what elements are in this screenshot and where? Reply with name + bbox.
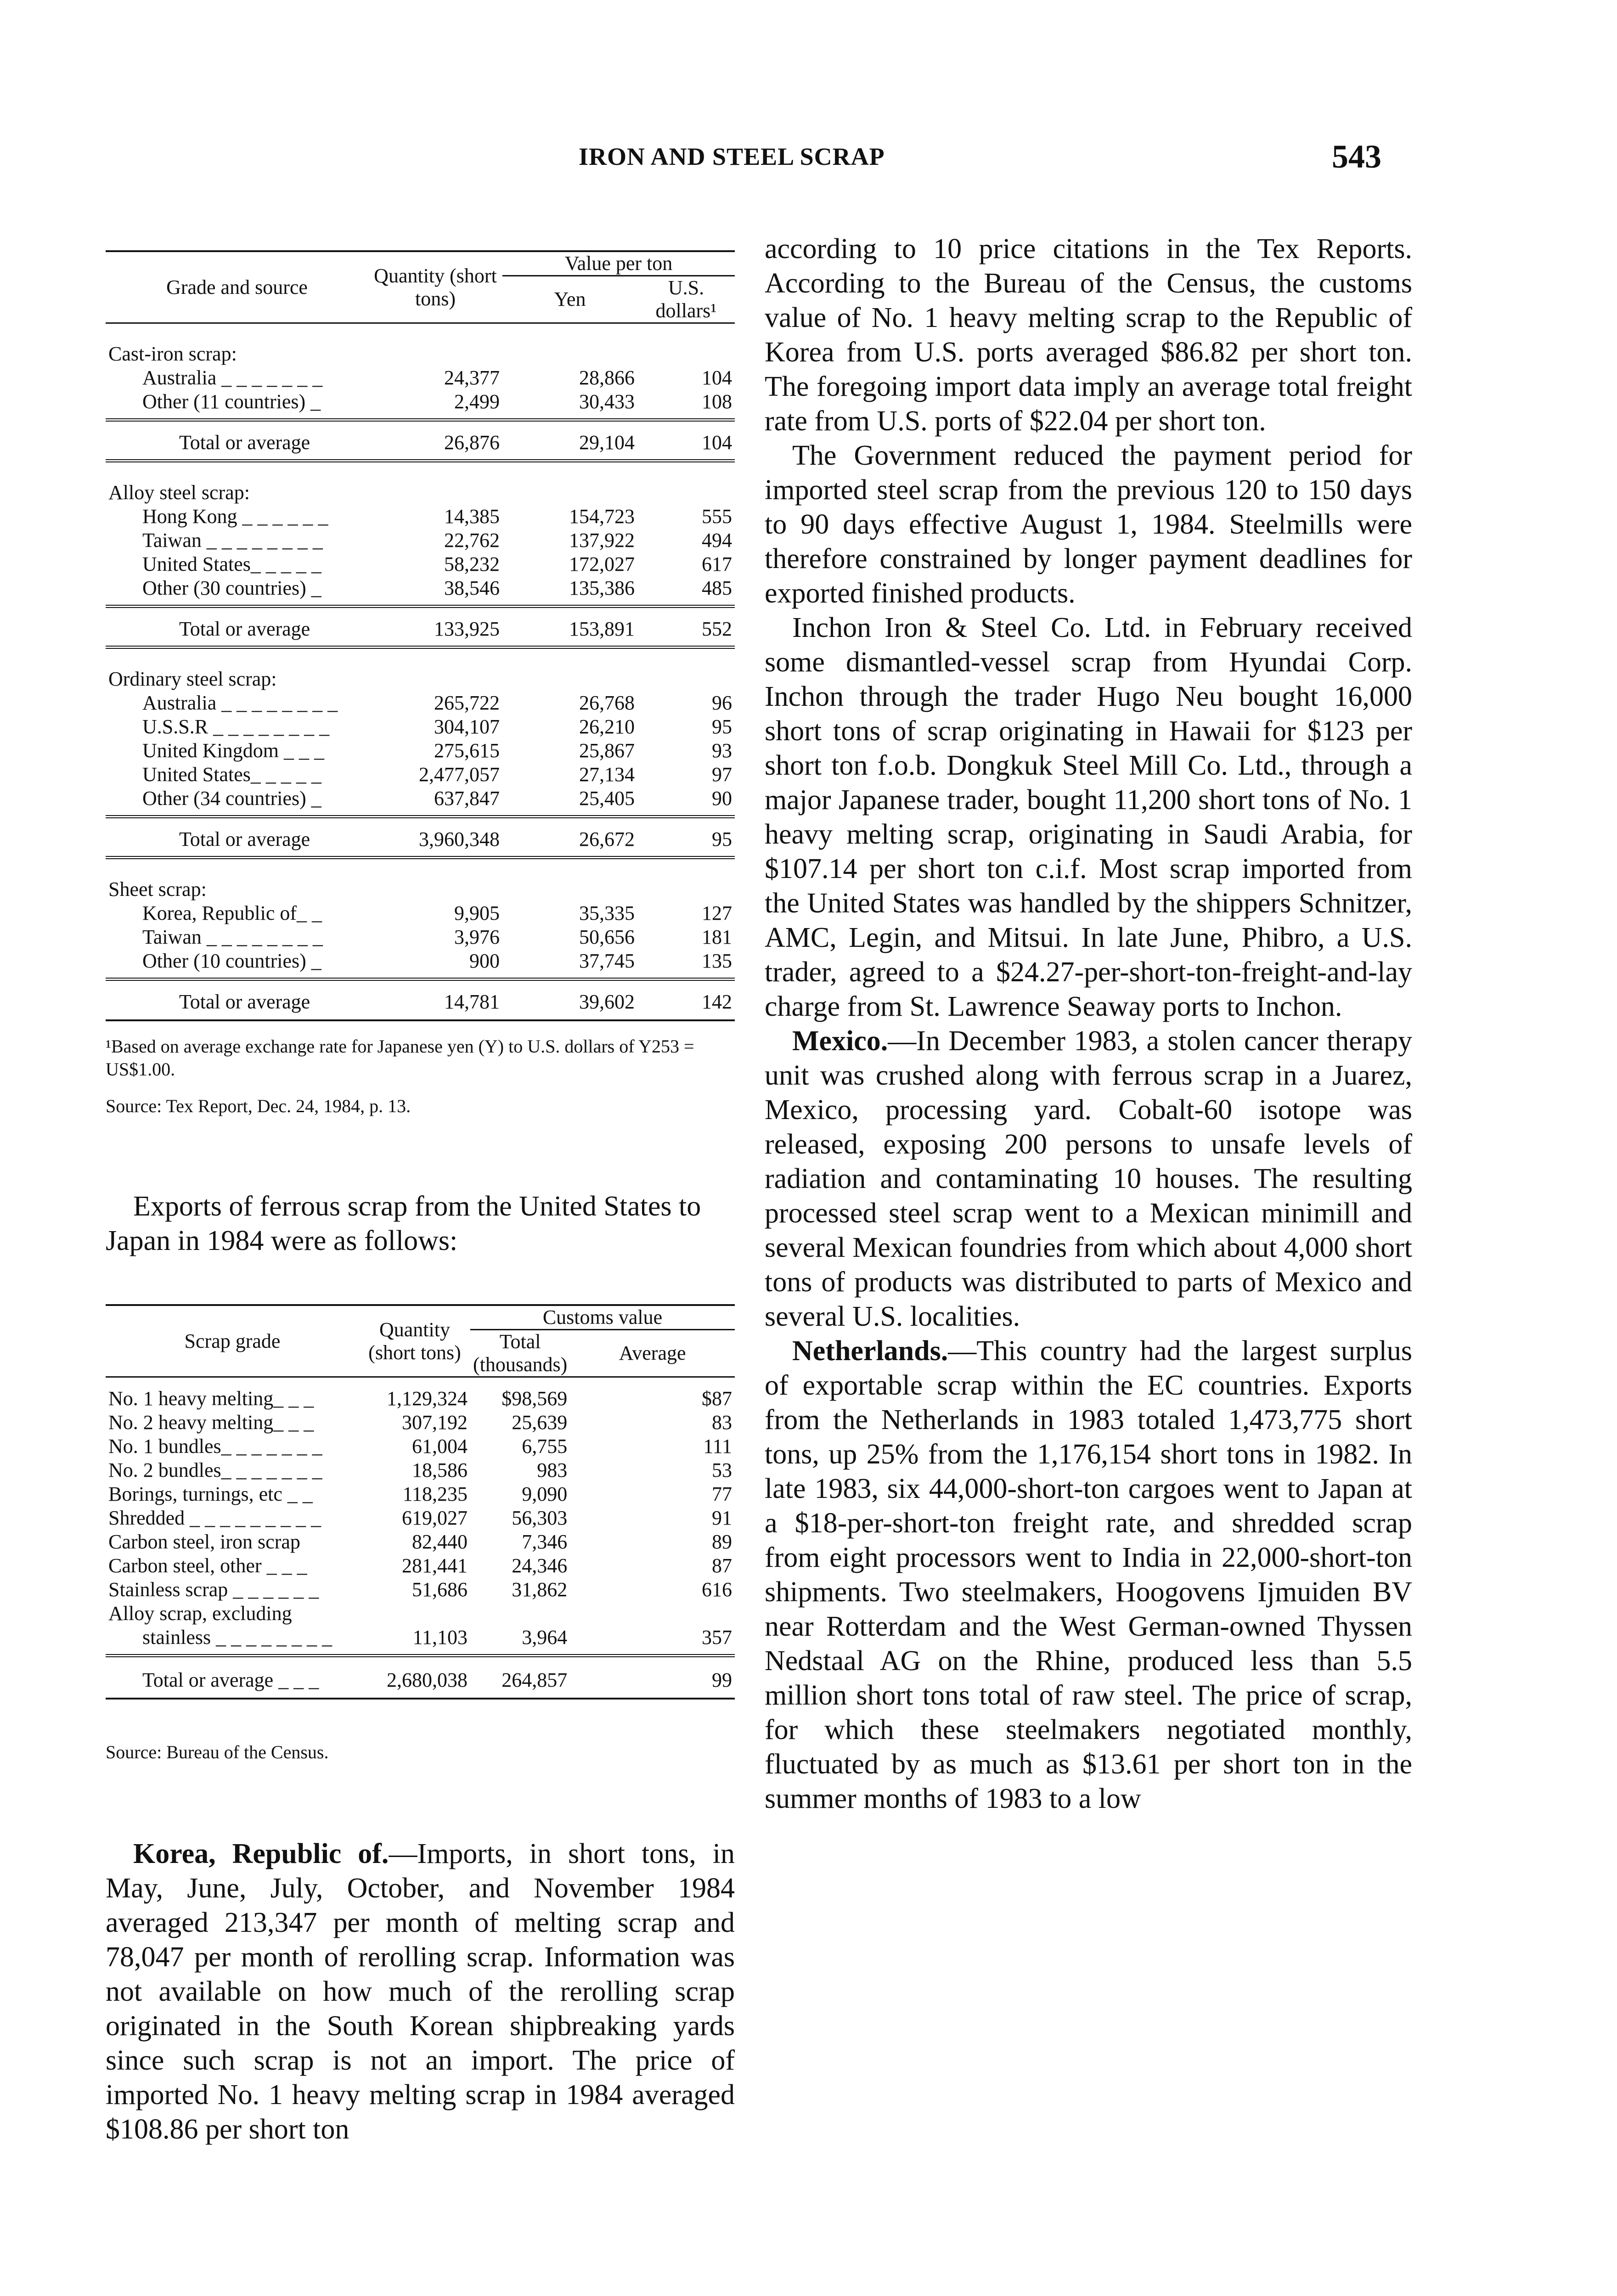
table-row: No. 2 bundles_ _ _ _ _ _ _ 18,586 983 53 (108, 1459, 732, 1481)
col-header-quantity: Quantity (short tons) (368, 1318, 461, 1364)
running-header: IRON AND STEEL SCRAP (579, 143, 885, 170)
col-header-total: Total (thousands) (473, 1330, 568, 1376)
table-row: Hong Kong _ _ _ _ _ _ 14,385 154,723 555 (142, 505, 732, 528)
table-row: Other (11 countries) _ 2,499 30,433 108 (106, 390, 735, 420)
col-header-scrap-grade: Scrap grade (184, 1329, 281, 1352)
table-row: United States_ _ _ _ _ 58,232 172,027 617 (142, 553, 732, 575)
table-row: Taiwan _ _ _ _ _ _ _ _ 22,762 137,922 494 (142, 529, 732, 551)
paragraph: Inchon Iron & Steel Co. Ltd. in February received some dismantled-vessel scrap from Hyundai Corp. Inchon through the trader Hugo Neu bought 16,000 short tons of scrap originating in Hawaii for $123 per short ton f.o.b. Dongkuk Steel Mill Co. Ltd., through a major Japanese trader, bought 11,200 short tons of No. 1 heavy melting scrap, originating in Saudi Arabia, for $107.14 per short ton c.i.f. Most scrap imported from the United States was handled by the shippers Schnitzer, AMC, Legin, and Mitsui. In late June, Phibro, a U.S. trader, agreed to a $24.27-per-short-ton-freight-and-lay charge from St. Lawrence Seaway ports to Inchon. (765, 612, 1412, 1022)
table-row: Shredded _ _ _ _ _ _ _ _ _ 619,027 56,303 91 (108, 1507, 732, 1529)
table-row: Borings, turnings, etc _ _ 118,235 9,090 77 (108, 1483, 732, 1505)
total-row: Total or average 14,781 39,602 142 (106, 979, 735, 1021)
group-title: Alloy steel scrap: (108, 481, 250, 504)
table-row: No. 1 bundles_ _ _ _ _ _ _ 61,004 6,755 111 (108, 1435, 732, 1458)
netherlands-section (765, 1334, 1412, 1816)
table-row: No. 1 heavy melting_ _ _ 1,129,324 $98,569 $87 (108, 1387, 732, 1410)
col-header-customs: Customs value (470, 1305, 735, 1330)
mexico-text: —In December 1983, a stolen cancer therapy unit was crushed along with ferrous scrap in a Juarez, Mexico, processing yard. Cobalt-60 isotope was released, exposing 200 persons to unsafe levels of radiation and contaminating 10 houses. The resulting processed steel scrap went to a Mexican minimill and several Mexican foundries from which about 4,000 short tons of products was distributed to parts of Mexico and several U.S. localities. (765, 1025, 1412, 1332)
korea-heading: Korea, Republic of. (133, 1838, 389, 1869)
table-row: Other (34 countries) _ 637,847 25,405 90 (106, 787, 735, 817)
col-header-yen: Yen (554, 288, 586, 310)
table-row: Other (10 countries) _ 900 37,745 135 (106, 949, 735, 979)
col-header-quantity: Quantity (short tons) (374, 264, 497, 310)
us-exports-table (106, 1304, 735, 1764)
table-row: Alloy scrap, excluding (108, 1602, 292, 1625)
total-row: Total or average 133,925 153,891 552 (106, 607, 735, 647)
table-row: Korea, Republic of_ _ 9,905 35,335 127 (142, 902, 732, 924)
table-row: Carbon steel, other _ _ _ 281,441 24,346 87 (108, 1554, 732, 1577)
table-row: United States_ _ _ _ _ 2,477,057 27,134 97 (142, 763, 732, 786)
intro-paragraph: Exports of ferrous scrap from the United States to Japan in 1984 were as follows: (106, 1191, 701, 1256)
group-title: Ordinary steel scrap: (108, 668, 277, 690)
mexico-section (765, 1024, 1412, 1334)
korea-section (106, 1837, 735, 2147)
table-row: Stainless scrap _ _ _ _ _ _ 51,686 31,862 616 (108, 1578, 732, 1601)
total-row: Total or average 3,960,348 26,672 95 (106, 817, 735, 858)
mexico-heading: Mexico. (792, 1025, 888, 1057)
col-header-value-group: Value per ton (502, 251, 735, 276)
table-source: Source: Bureau of the Census. (106, 1742, 329, 1762)
japan-imports-table (106, 250, 735, 1118)
table-row: United Kingdom _ _ _ 275,615 25,867 93 (142, 739, 732, 762)
netherlands-heading: Netherlands. (792, 1335, 948, 1367)
table-row: Australia _ _ _ _ _ _ _ _ 265,722 26,768 96 (142, 692, 732, 714)
korea-text: —Imports, in short tons, in May, June, July, October, and November 1984 averaged 213,347 per month of melting scrap and 78,047 per month of rerolling scrap. Information was not available on how much of the rerolling scrap originated in the South Korean shipbreaking yards since such scrap is not an import. The price of imported No. 1 heavy melting scrap in 1984 averaged $108.86 per short ton (106, 1838, 735, 2145)
col-header-usd: U.S. dollars¹ (655, 276, 717, 322)
table-row: U.S.S.R _ _ _ _ _ _ _ _ 304,107 26,210 95 (142, 715, 732, 738)
table-row: Carbon steel, iron scrap 82,440 7,346 89 (108, 1531, 732, 1553)
right-column (765, 232, 1412, 1816)
total-row: Total or average _ _ _ 2,680,038 264,857 99 (106, 1656, 735, 1699)
total-row: Total or average 26,876 29,104 104 (106, 420, 735, 461)
table-row: Other (30 countries) _ 38,546 135,386 485 (106, 576, 735, 607)
table-row: stainless _ _ _ _ _ _ _ _ 11,103 3,964 357 (106, 1626, 735, 1656)
table-footnote: ¹Based on average exchange rate for Japanese yen (Y) to U.S. dollars of Y253 = US$1.00. (106, 1036, 694, 1080)
page-number: 543 (1332, 138, 1381, 175)
paragraph: according to 10 price citations in the Tex Reports. According to the Bureau of the Census, the customs value of No. 1 heavy melting scrap to the Republic of Korea from U.S. ports averaged $86.82 per short ton. The foregoing import data imply an average total freight rate from U.S. ports of $22.04 per short ton. (765, 233, 1412, 437)
netherlands-text: —This country had the largest surplus of exportable scrap within the EC countries. Exports from the Netherlands in 1983 totaled 1,473,775 short tons, up 25% from the 1,176,154 short tons in 1982. In late 1983, six 44,000-short-ton cargoes went to Japan at a $18-per-short-ton freight rate, and shredded scrap from eight processors went to India in 22,000-short-ton shipments. Two steelmakers, Hoogovens Ijmuiden BV near Rotterdam and the West German-owned Thyssen Nedstaal AG on the Rhine, produced less than 5.5 million short tons total of raw steel. The price of scrap, for which these steelmakers negotiated monthly, fluctuated by as much as $13.61 per short ton in the summer months of 1983 to a low (765, 1335, 1412, 1814)
table-row: Taiwan _ _ _ _ _ _ _ _ 3,976 50,656 181 (142, 926, 732, 948)
group-title: Cast-iron scrap: (108, 343, 237, 365)
paragraph: The Government reduced the payment period for imported steel scrap from the previous 120 to 150 days to 90 days effective August 1, 1984. Steelmills were therefore constrained by longer payment deadlines for exported finished products. (765, 440, 1412, 609)
table-row: Australia _ _ _ _ _ _ _ 24,377 28,866 104 (142, 366, 732, 389)
table-row: No. 2 heavy melting_ _ _ 307,192 25,639 83 (108, 1411, 732, 1434)
group-title: Sheet scrap: (108, 878, 207, 900)
col-header-average: Average (619, 1342, 686, 1364)
table-source: Source: Tex Report, Dec. 24, 1984, p. 13. (106, 1096, 411, 1116)
col-header-grade: Grade and source (166, 276, 308, 298)
